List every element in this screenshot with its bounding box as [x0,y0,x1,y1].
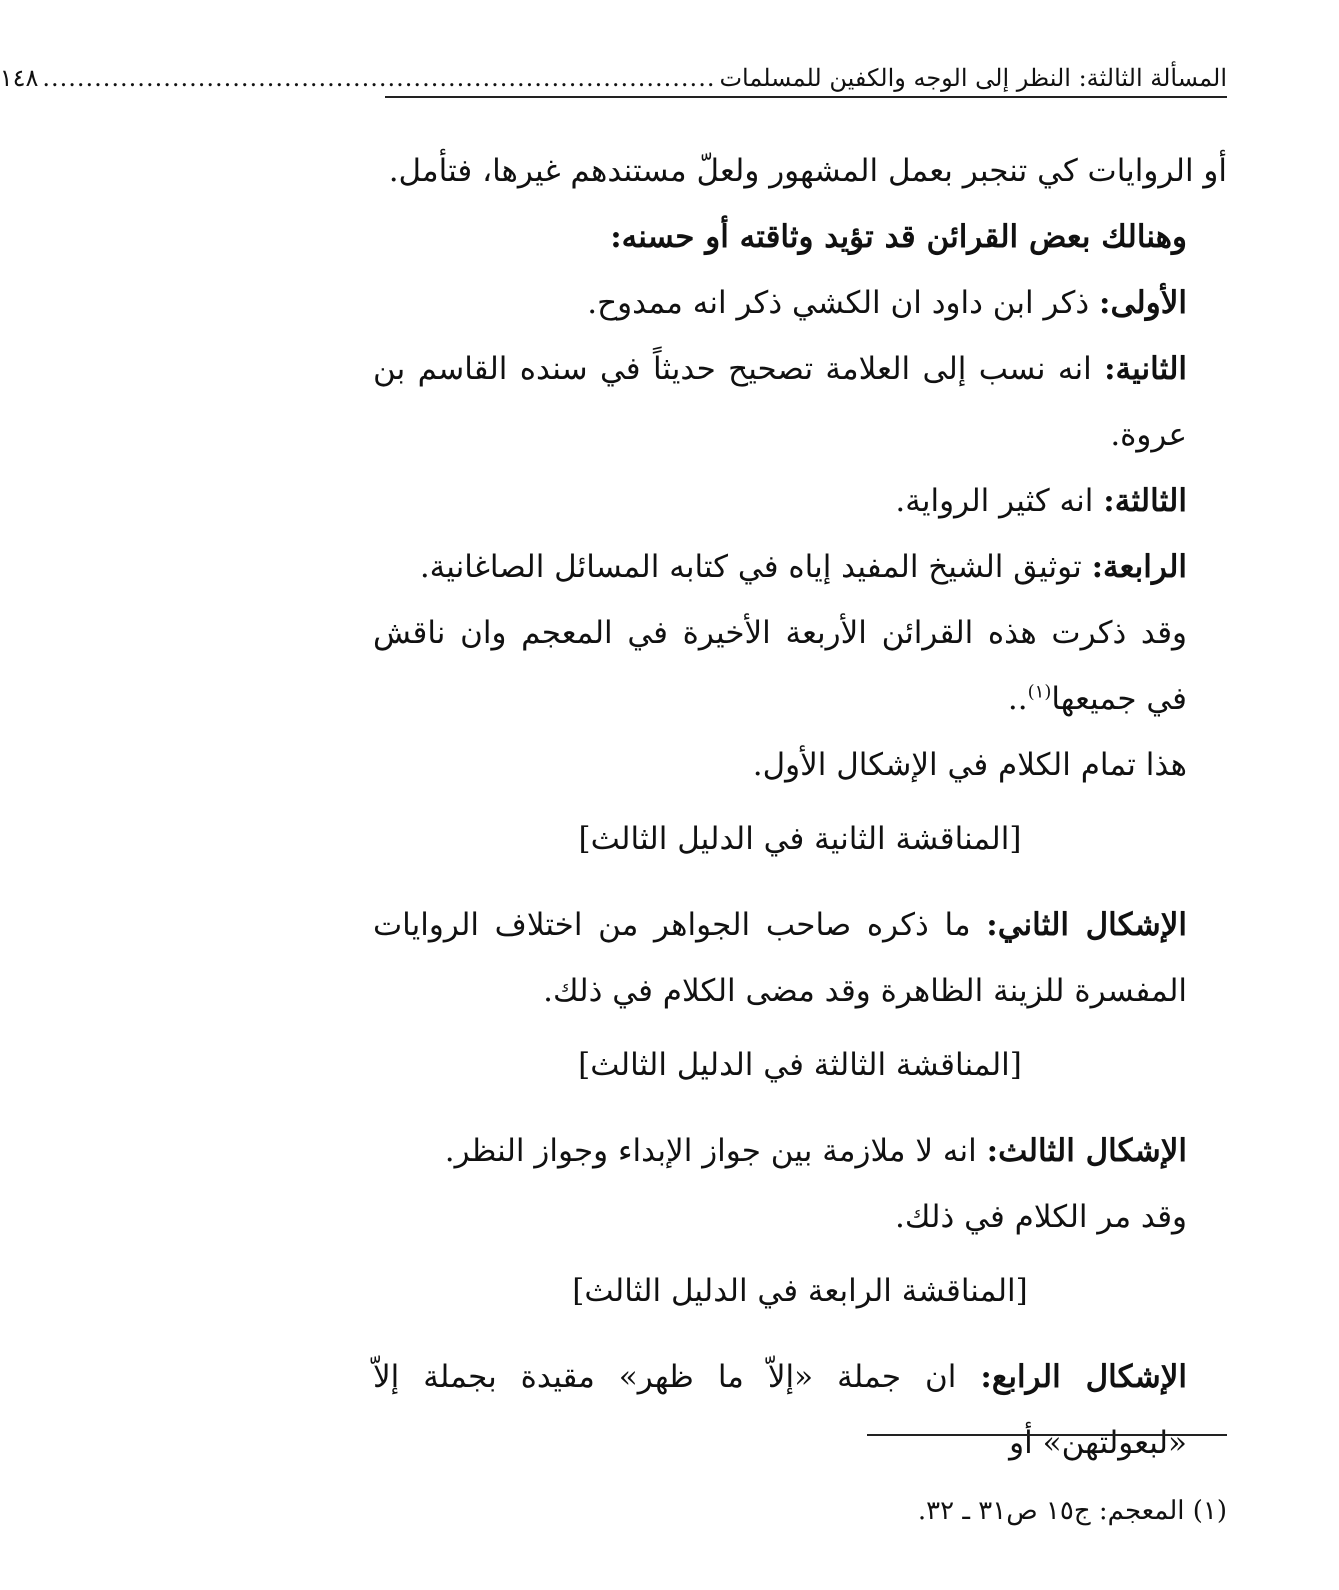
paragraph: هذا تمام الكلام في الإشكال الأول. [752,747,1187,783]
paragraph [373,204,1227,270]
paragraph [373,336,1227,468]
paragraph: أو الروايات كي تنجبر بعمل المشهور ولعلّ مستندهم غيرها، فتأمل. [388,153,1227,189]
paragraph-text: انه نسب إلى العلامة تصحيح حديثاً في سنده القاسم بن عروة. [373,351,1187,453]
paragraph-text: ذكر ابن داود ان الكشي ذكر انه ممدوح. [587,285,1099,321]
paragraph-text: وهنالك بعض القرائن قد تؤيد وثاقته أو حسنه: [610,219,1187,255]
running-header [0,52,1227,98]
paragraph: وقد مر الكلام في ذلك. [895,1199,1187,1235]
section-heading: [المناقشة الرابعة في الدليل الثالث] [572,1273,1028,1309]
header-title: المسألة الثالثة: النظر إلى الوجه والكفين للمسلمات [719,64,1227,92]
section-heading: [المناقشة الثانية في الدليل الثالث] [578,821,1022,857]
paragraph-text: توثيق الشيخ المفيد إياه في كتابه المسائل الصاغانية. [419,549,1092,585]
paragraph [373,892,1227,1024]
footnote: (١) المعجم: ج١٥ ص٣١ ـ ٣٢. [917,1496,1227,1526]
paragraph-end: .. [1007,681,1028,717]
paragraph [373,1118,1227,1184]
section-heading: [المناقشة الثالثة في الدليل الثالث] [578,1047,1022,1083]
paragraph [373,600,1227,732]
paragraph [373,1344,1227,1476]
paragraph-label: الأولى: [1099,285,1187,321]
paragraph [373,270,1227,336]
paragraph-label: الثانية: [1104,351,1187,387]
paragraph [373,534,1227,600]
paragraph-text: وقد ذكرت هذه القرائن الأربعة الأخيرة في المعجم وان ناقش في جميعها [373,615,1187,717]
header-leader-dots: .............................................................................. [42,64,716,92]
paragraph-text: ان جملة «إلاّ ما ظهر» مقيدة بجملة إلاّ «لبعولتهن» أو [373,1359,1187,1461]
footnote-divider [867,1434,1227,1436]
paragraph-label: الثالثة: [1103,483,1187,519]
paragraph-text: ما ذكره صاحب الجواهر من اختلاف الروايات المفسرة للزينة الظاهرة وقد مضى الكلام في ذلك. [373,907,1187,1009]
paragraph-label: الإشكال الثاني: [986,907,1187,943]
paragraph-label: الإشكال الثالث: [986,1133,1187,1169]
footnote-marker: (١) [1027,681,1052,703]
paragraph-text: انه لا ملازمة بين جواز الإبداء وجواز النظر. [444,1133,987,1169]
page-number: ١٤٨ [0,64,39,92]
page-body [373,138,1227,1476]
paragraph-label: الرابعة: [1091,549,1187,585]
paragraph-label: الإشكال الرابع: [980,1359,1187,1395]
paragraph [373,468,1227,534]
paragraph-text: انه كثير الرواية. [895,483,1104,519]
